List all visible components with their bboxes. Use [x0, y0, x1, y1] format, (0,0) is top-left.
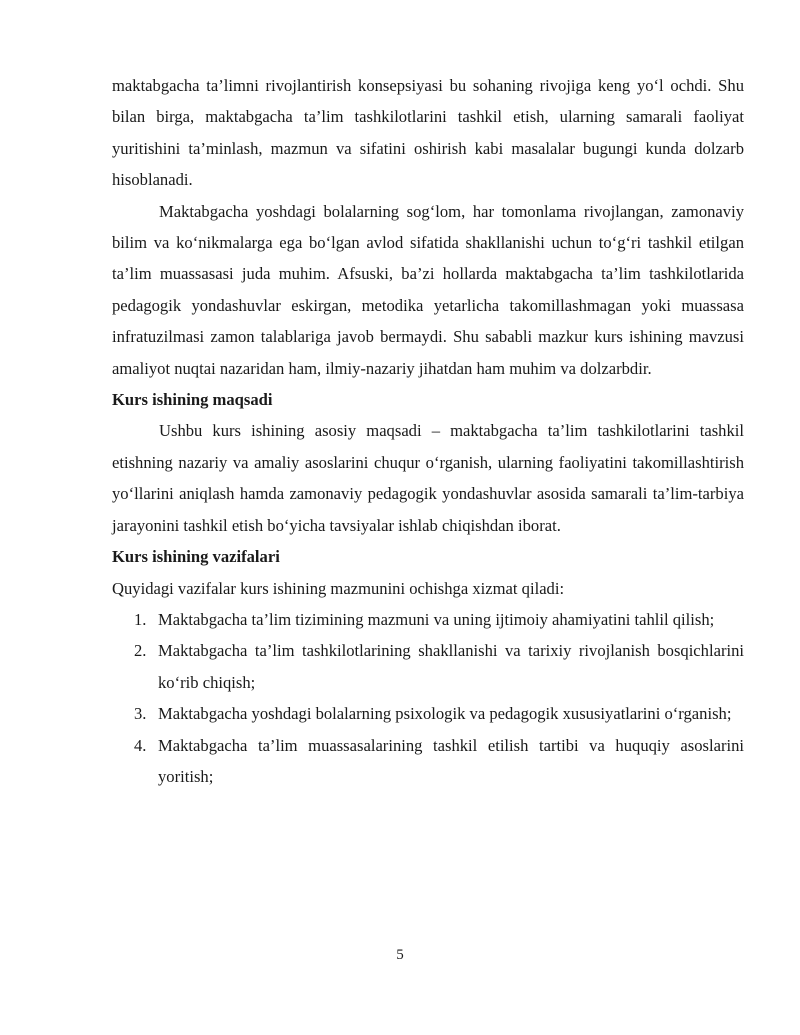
- list-item-number: 3.: [134, 704, 147, 724]
- list-item-text: Maktabgacha ta’lim tizimining mazmuni va uning ijtimoiy ahamiyatini tahlil qilish;: [158, 609, 715, 629]
- document-page: [112, 70, 744, 792]
- intro-paragraph-2: Maktabgacha yoshdagi bolalarning sog‘lom, har tomonlama rivojlangan, zamonaviy bilim va ko‘nikmalarga ega bo‘lgan avlod sifatida shakllanishi uchun to‘g‘ri tashkil etilgan ta’lim muassasasi juda muhim. Afsuski, ba’zi hollarda maktabgacha ta’lim tashkilotlarida pedagogik yondashuvlar eskirgan, metodika yetarlicha takomillashmagan yoki muassasa infratuzilmasi zamon talablariga javob bermaydi. Shu sababli mazkur kurs ishining mavzusi amaliyot nuqtai nazaridan ham, ilmiy-nazariy jihatdan ham muhim va dolzarbdir.: [112, 201, 744, 378]
- intro-paragraph-1: maktabgacha ta’limni rivojlantirish konsepsiyasi bu sohaning rivojiga keng yo‘l ochdi. Shu bilan birga, maktabgacha ta’lim tashkilotlarini tashkil etish, ularning samarali faoliyat yuritishini ta’minlash, mazmun va sifatini oshirish kabi masalalar bugungi kunda dolzarb hisoblanadi.: [112, 76, 744, 190]
- list-item: [112, 730, 744, 793]
- list-item-text: Maktabgacha ta’lim muassasalarining tashkil etilish tartibi va huquqiy asoslarini yoritish;: [158, 735, 744, 786]
- list-item: [112, 635, 744, 698]
- tasks-heading: Kurs ishining vazifalari: [112, 547, 280, 567]
- goal-heading: Kurs ishining maqsadi: [112, 390, 273, 410]
- page-number: 5: [396, 947, 404, 963]
- tasks-list: [112, 604, 744, 792]
- goal-paragraph: Ushbu kurs ishining asosiy maqsadi – maktabgacha ta’lim tashkilotlarini tashkil etishning nazariy va amaliy asoslarini chuqur o‘rganish, ularning faoliyatini takomillashtirish yo‘llarini aniqlash hamda zamonaviy pedagogik yondashuvlar asosida samarali ta’lim-tarbiya jarayonini tashkil etish bo‘yicha tavsiyalar ishlab chiqishdan iborat.: [112, 421, 744, 535]
- list-item-number: 4.: [134, 735, 147, 755]
- list-item-text: Maktabgacha yoshdagi bolalarning psixologik va pedagogik xususiyatlarini o‘rganish;: [158, 704, 732, 724]
- list-item: [112, 604, 744, 635]
- list-item-number: 1.: [134, 609, 147, 629]
- list-item-number: 2.: [134, 641, 147, 661]
- list-item-text: Maktabgacha ta’lim tashkilotlarining shakllanishi va tarixiy rivojlanish bosqichlarini ko‘rib chiqish;: [158, 641, 744, 692]
- tasks-intro: Quyidagi vazifalar kurs ishining mazmunini ochishga xizmat qiladi:: [112, 578, 565, 598]
- list-item: [112, 698, 744, 729]
